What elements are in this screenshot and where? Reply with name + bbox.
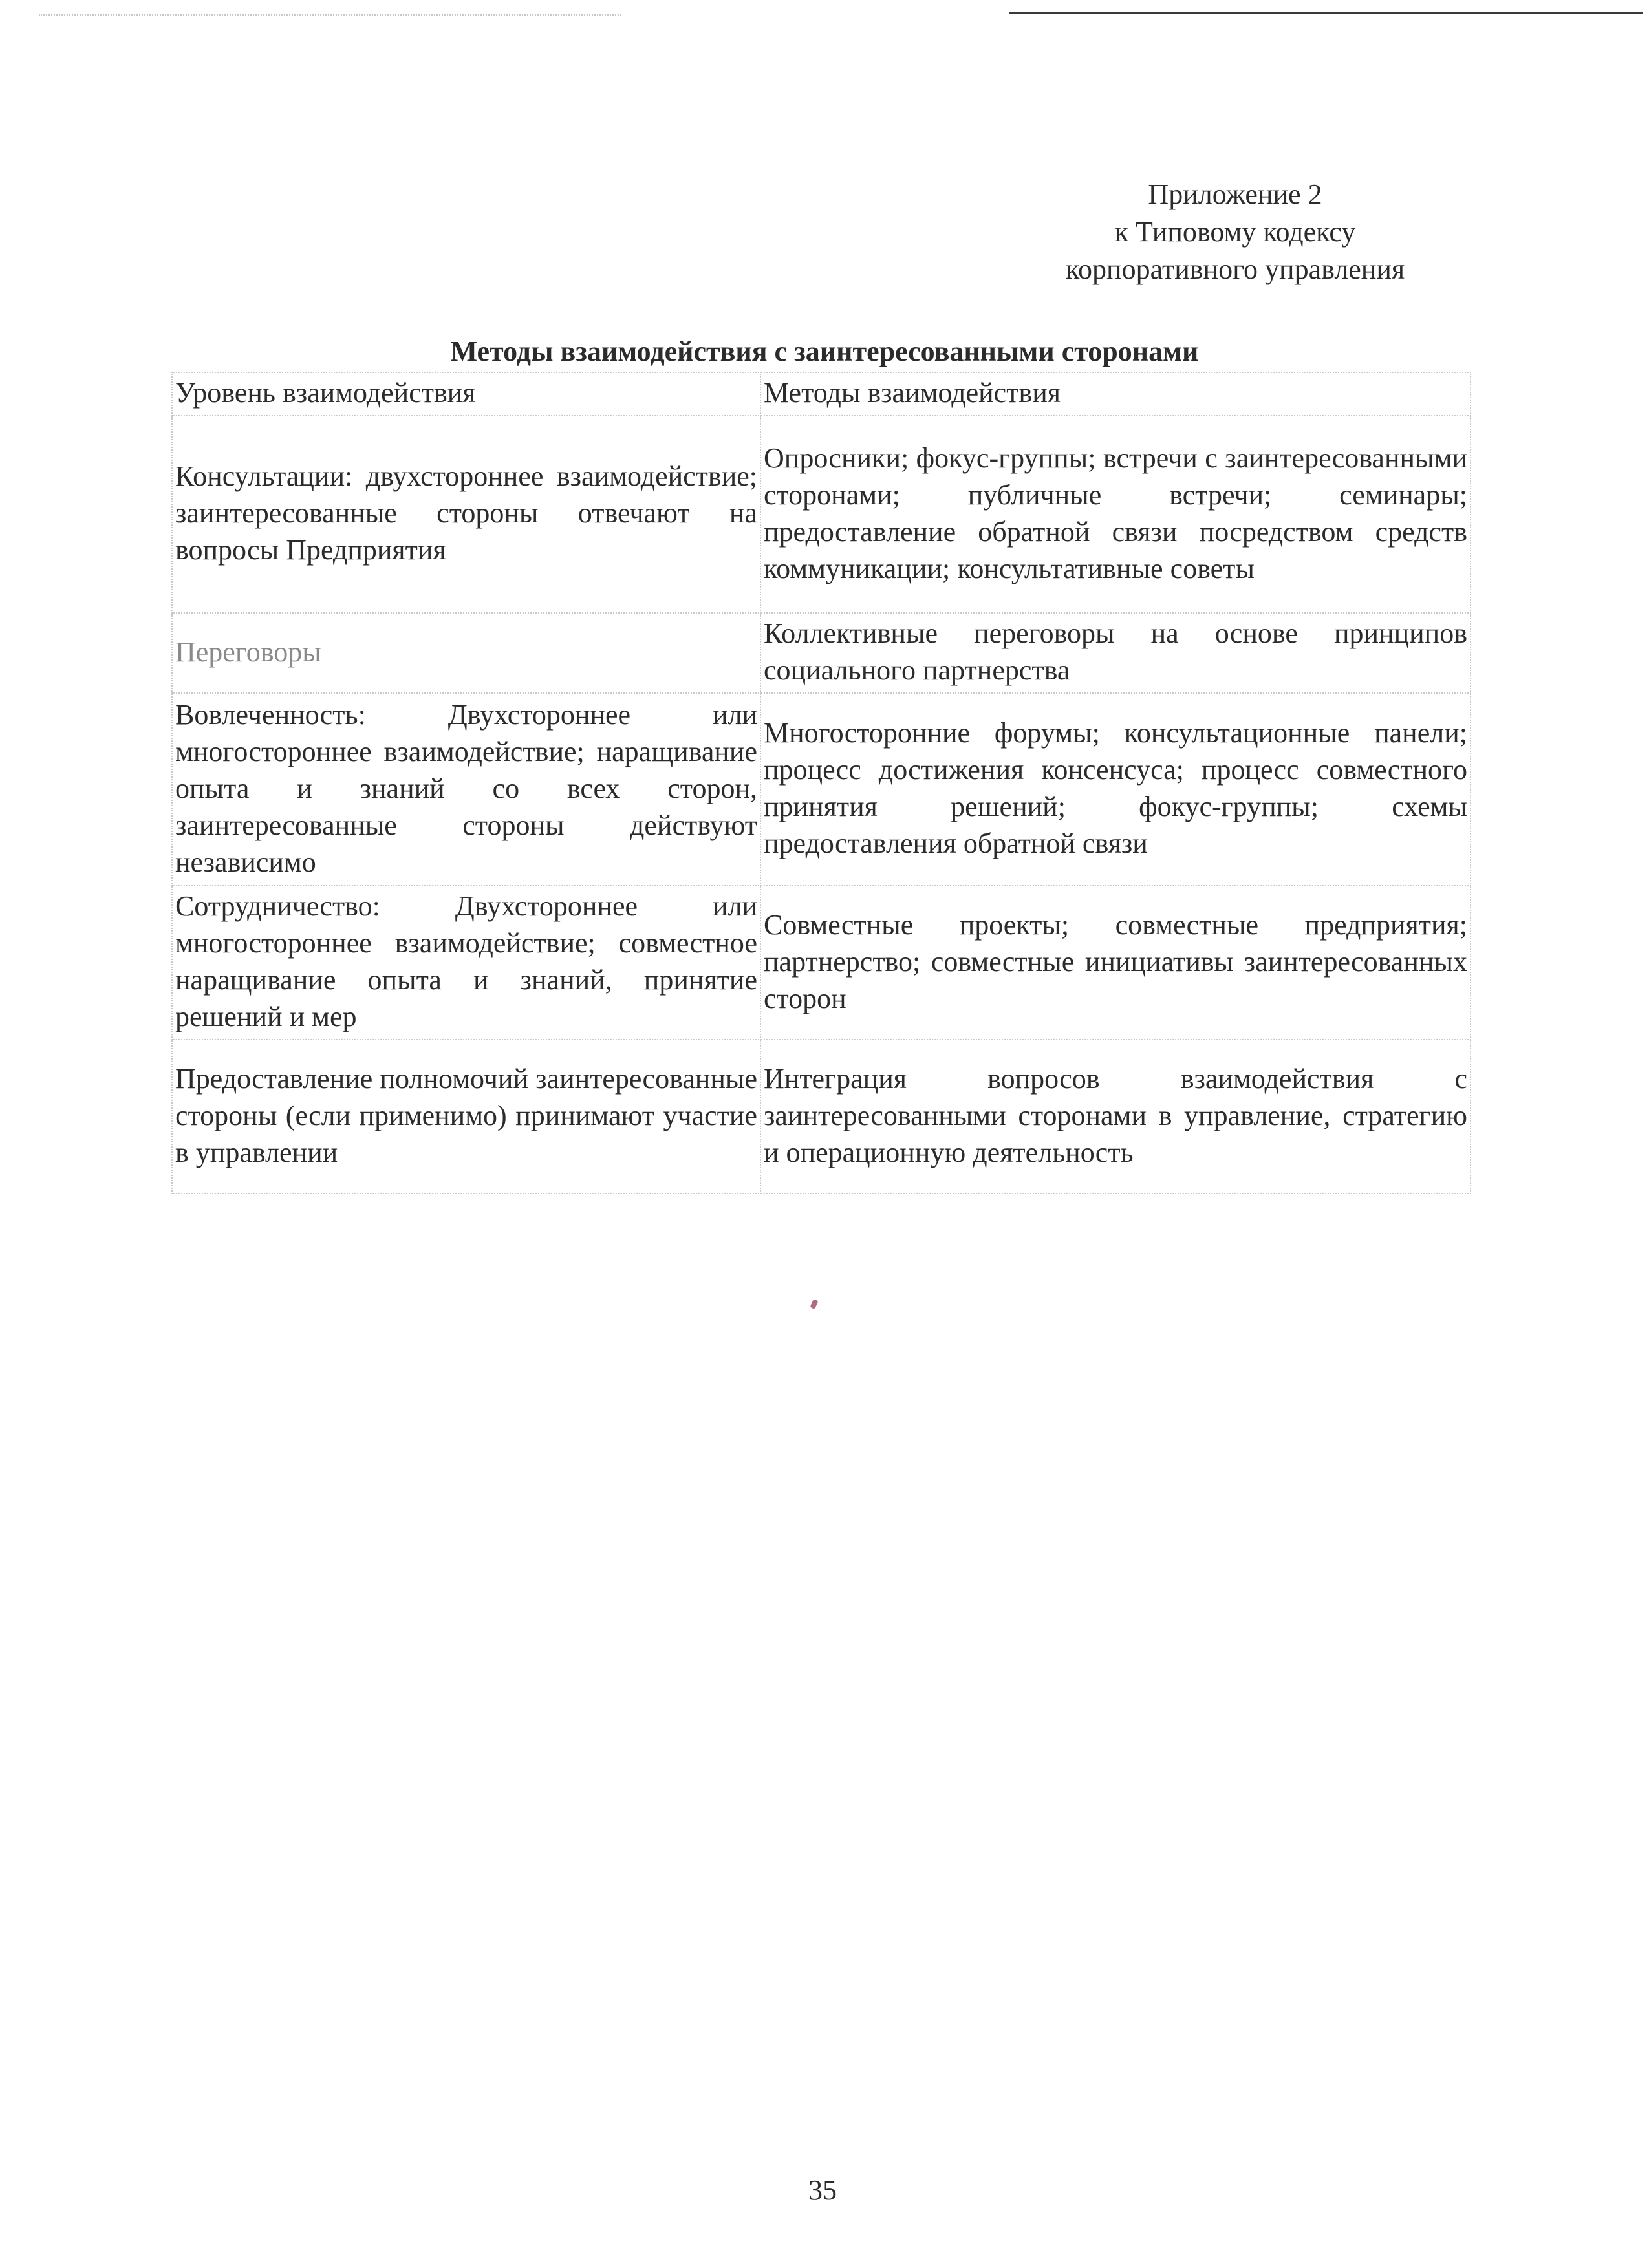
table-row <box>172 693 1471 886</box>
table-header-row <box>172 372 1471 416</box>
level-cell: Вовлеченность: Двухстороннее или многостороннее взаимодействие; наращивание опыта и знаний со всех сторон, заинтересованные стороны действуют независимо <box>172 693 760 886</box>
methods-cell: Опросники; фокус-группы; встречи с заинтересованными сторонами; публичные встречи; семинары; предоставление обратной связи посредством средств коммуникации; консультативные советы <box>760 416 1471 613</box>
appendix-line-1: Приложение 2 <box>1148 178 1322 210</box>
methods-cell: Интеграция вопросов взаимодействия с заинтересованными сторонами в управление, стратегию и операционную деятельность <box>760 1040 1471 1193</box>
table-row <box>172 886 1471 1040</box>
level-cell: Переговоры <box>172 613 760 693</box>
table-row <box>172 613 1471 693</box>
column-header-level: Уровень взаимодействия <box>172 372 760 416</box>
document-title: Методы взаимодействия с заинтересованными сторонами <box>450 336 1199 367</box>
methods-cell: Коллективные переговоры на основе принципов социального партнерства <box>760 613 1471 693</box>
appendix-line-2: к Типовому кодексу <box>1114 216 1356 248</box>
page-number: 35 <box>808 2174 837 2206</box>
appendix-header <box>1009 176 1461 288</box>
scan-artifact <box>39 14 621 19</box>
methods-cell: Многосторонние форумы; консультационные панели; процесс достижения консенсуса; процесс совместного принятия решений; фокус-группы; схемы предоставления обратной связи <box>760 693 1471 886</box>
methods-cell: Совместные проекты; совместные предприятия; партнерство; совместные инициативы заинтересованных сторон <box>760 886 1471 1040</box>
table-row <box>172 1040 1471 1193</box>
engagement-methods-table <box>171 372 1471 1194</box>
appendix-line-3: корпоративного управления <box>1065 253 1405 285</box>
scan-edge-line <box>1009 12 1643 14</box>
ink-speck <box>810 1299 818 1309</box>
level-cell: Консультации: двухстороннее взаимодействие; заинтересованные стороны отвечают на вопросы Предприятия <box>172 416 760 613</box>
column-header-methods: Методы взаимодействия <box>760 372 1471 416</box>
table-row <box>172 416 1471 613</box>
level-cell: Предоставление полномочий заинтересованные стороны (если применимо) принимают участие в управлении <box>172 1040 760 1193</box>
level-cell: Сотрудничество: Двухстороннее или многостороннее взаимодействие; совместное наращивание опыта и знаний, принятие решений и мер <box>172 886 760 1040</box>
